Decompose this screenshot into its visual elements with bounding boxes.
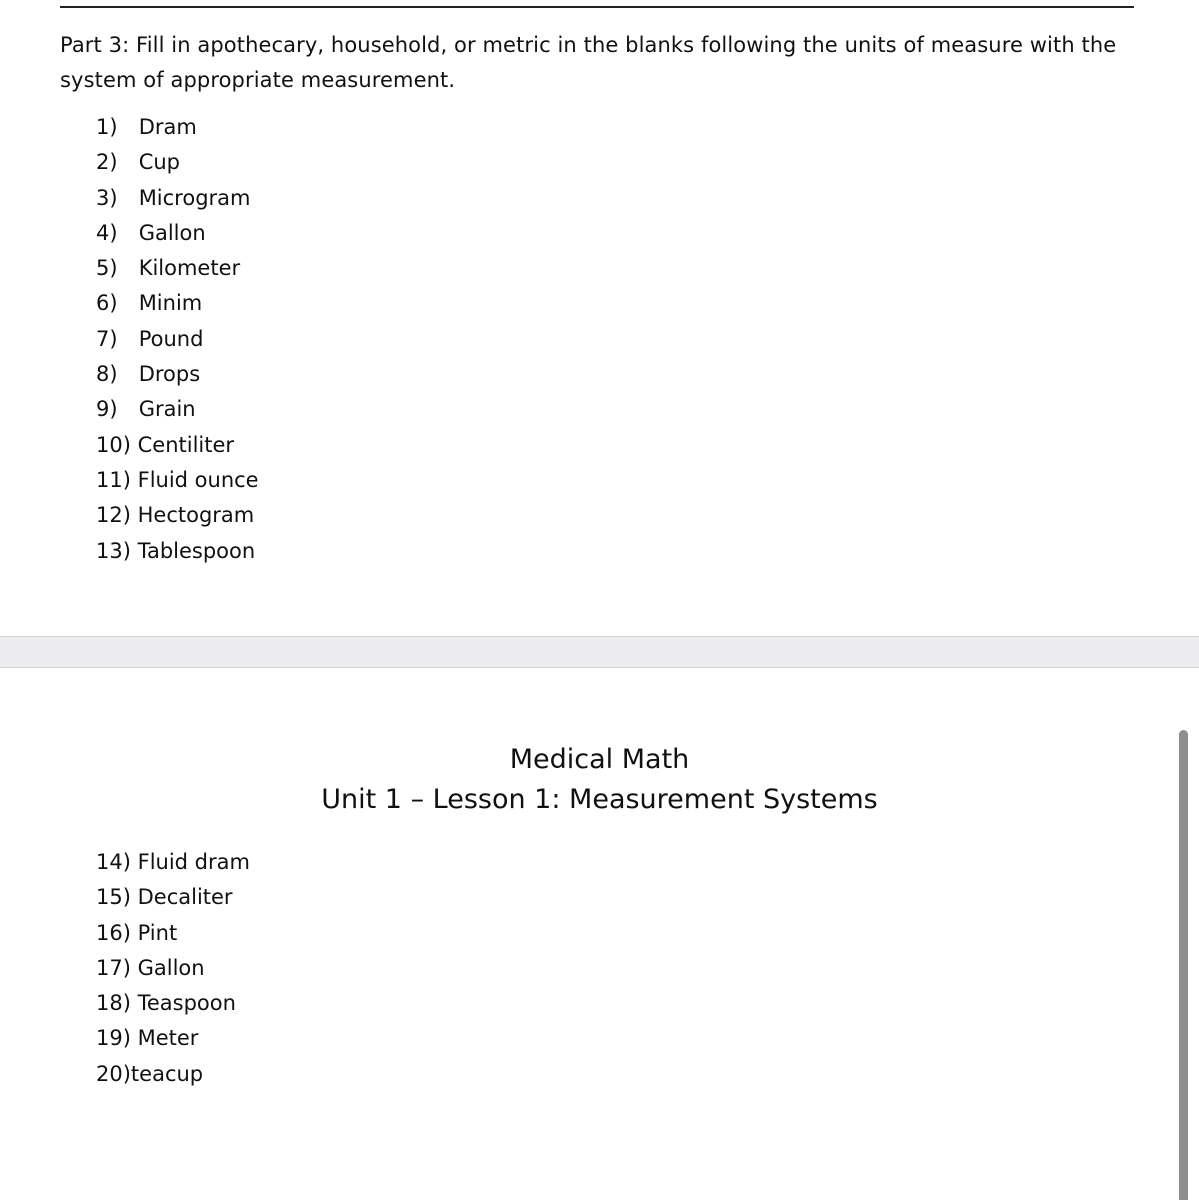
horizontal-rule (60, 6, 1134, 8)
list-item: 1) Dram (96, 115, 197, 139)
list-item: 2) Cup (96, 150, 180, 175)
vertical-scrollbar[interactable] (1179, 730, 1188, 1200)
list-item: 18) Teaspoon (96, 991, 236, 1016)
list-item: 19) Meter (96, 1026, 199, 1051)
list-item: 16) Pint (96, 920, 178, 945)
list-item: 6) Minim (96, 291, 203, 316)
document-page-bottom (0, 668, 1199, 1200)
list-item: 9) Grain (96, 397, 196, 422)
list-item: 5) Kilometer (96, 256, 241, 281)
document-title: Medical Math (509, 744, 690, 775)
document-subtitle: Unit 1 – Lesson 1: Measurement Systems (321, 784, 878, 815)
list-item: 12) Hectogram (96, 503, 255, 528)
list-item: 20)teacup (96, 1061, 204, 1086)
list-item: 15) Decaliter (96, 885, 233, 910)
part-3-instructions: Part 3: Fill in apothecary, household, or metric in the blanks following the units of measure with the system of appropriate measurement. (60, 33, 1117, 92)
list-item: 7) Pound (96, 326, 204, 351)
list-item: 3) Microgram (96, 185, 251, 210)
list-item: 8) Drops (96, 362, 201, 387)
list-item: 17) Gallon (96, 955, 205, 980)
list-item: 4) Gallon (96, 220, 206, 245)
list-item: 14) Fluid dram (96, 850, 250, 874)
page-separator (0, 636, 1199, 668)
list-item: 13) Tablespoon (96, 538, 256, 563)
list-item: 11) Fluid ounce (96, 467, 259, 492)
list-item: 10) Centiliter (96, 432, 235, 457)
measurement-list-part-b (96, 845, 250, 1092)
measurement-list-part-a (96, 110, 259, 569)
